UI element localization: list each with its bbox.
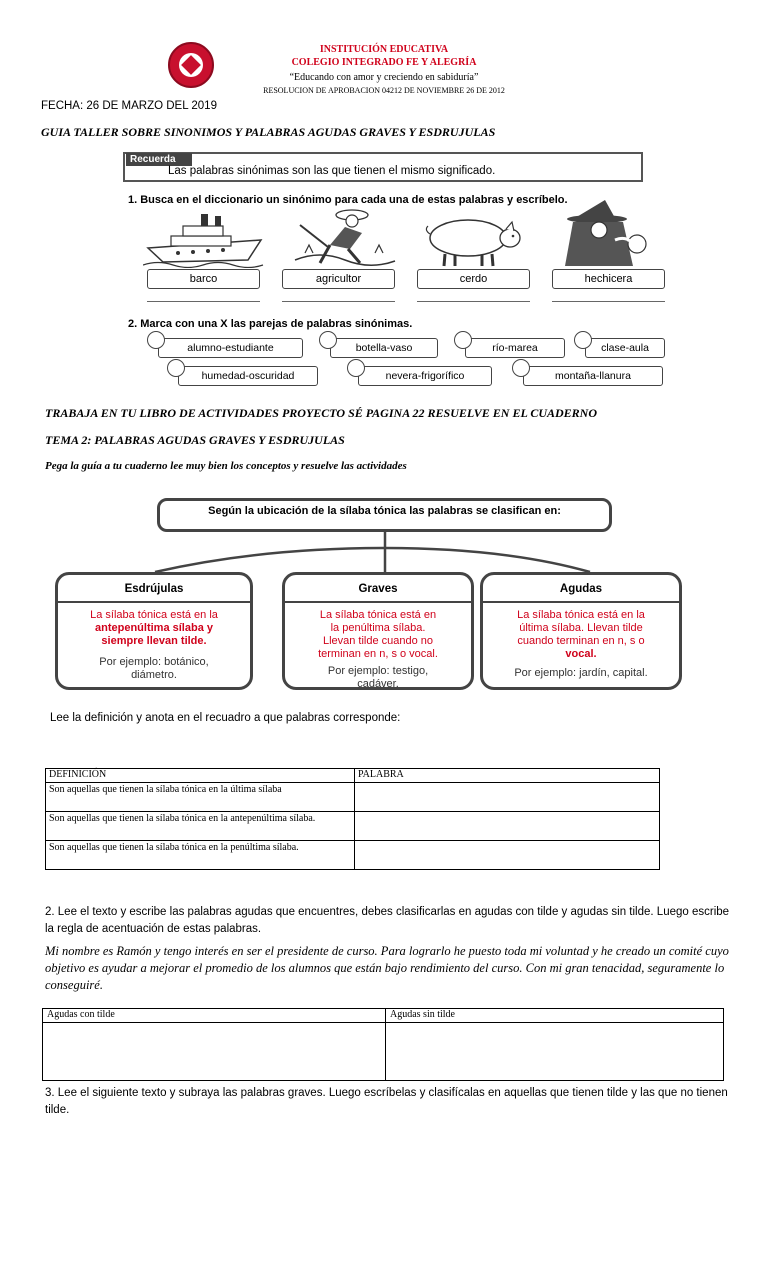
category-text-line: terminan en n, s o vocal. <box>318 648 438 660</box>
category-example-line: diámetro. <box>131 669 177 681</box>
recuerda-text: Las palabras sinónimas son las que tienen el mismo significado. <box>168 165 496 177</box>
activity1-instruction: Lee la definición y anota en el recuadro a que palabras corresponde: <box>50 712 401 724</box>
college-name: COLEGIO INTEGRADO FE Y ALEGRÍA <box>291 57 477 68</box>
word-answer-cell[interactable] <box>355 812 660 841</box>
table-row <box>46 812 660 841</box>
category-title: Graves <box>358 583 398 595</box>
word-box-hechicera: hechicera <box>552 269 665 289</box>
answer-cell[interactable] <box>43 1023 386 1081</box>
pair-box: clase-aula <box>585 338 665 358</box>
table-header: Agudas sin tilde <box>386 1009 724 1023</box>
table-row <box>46 841 660 870</box>
date-line: FECHA: 26 DE MARZO DEL 2019 <box>41 100 217 112</box>
table-header-row <box>46 769 660 783</box>
agudas-table <box>42 1008 724 1081</box>
recuerda-label: Recuerda <box>126 153 192 166</box>
table-row <box>46 783 660 812</box>
word-answer-cell[interactable] <box>355 783 660 812</box>
category-graves <box>282 572 474 690</box>
table-header: DEFINICIÓN <box>46 769 355 783</box>
activity2-instruction: 2. Lee el texto y escribe las palabras agudas que encuentres, debes clasificarlas en agudas con tilde y agudas sin tilde. Luego escribe la regla de acentuación de estas palabras. <box>45 906 730 935</box>
category-text-line: Llevan tilde cuando no <box>322 635 434 647</box>
category-example-line: cadáver. <box>357 678 399 690</box>
category-text-line: la penúltima sílaba. <box>330 622 426 634</box>
category-text-line: La sílaba tónica está en <box>319 609 437 621</box>
category-text-line: siempre llevan tilde. <box>101 635 207 647</box>
category-text-line: antepenúltima sílaba y <box>95 622 213 634</box>
answer-cell[interactable] <box>386 1023 724 1081</box>
category-example-line: Por ejemplo: testigo, <box>327 665 429 677</box>
category-title: Esdrújulas <box>124 583 184 595</box>
pair-box: alumno-estudiante <box>158 338 303 358</box>
definition-cell: Son aquellas que tienen la sílaba tónica en la última sílaba <box>46 783 355 812</box>
activity2-passage: Mi nombre es Ramón y tengo interés en ser el presidente de curso. Para lograrlo he puesto toda mi voluntad y he creado un comité cuyo objetivo es ayudar a mejorar el promedio de los alumnos que están bajo rendimiento del curso. Con mi gran tenacidad, seguramente lo conseguiré. <box>45 944 729 992</box>
table-row <box>43 1023 724 1081</box>
category-example-line: Por ejemplo: jardín, capital. <box>514 667 648 679</box>
category-example-line: Por ejemplo: botánico, <box>99 656 209 668</box>
table-header-row <box>43 1009 724 1023</box>
word-answer-cell[interactable] <box>355 841 660 870</box>
category-agudas <box>480 572 682 690</box>
category-text-line: vocal. <box>565 648 597 660</box>
pair-box: humedad-oscuridad <box>178 366 318 386</box>
category-text-line: cuando terminan en n, s o <box>517 635 645 647</box>
word-box-barco: barco <box>147 269 260 289</box>
word-box-cerdo: cerdo <box>417 269 530 289</box>
activity3-instruction: 3. Lee el siguiente texto y subraya las palabras graves. Luego escríbelas y clasifícalas en aquellas que tienen tilde y las que no tienen tilde. <box>45 1087 728 1116</box>
definition-cell: Son aquellas que tienen la sílaba tónica en la penúltima sílaba. <box>46 841 355 870</box>
pair-box: montaña-llanura <box>523 366 663 386</box>
category-text-line: La sílaba tónica está en la <box>90 609 218 621</box>
definition-table <box>45 768 660 870</box>
pair-box: botella-vaso <box>330 338 438 358</box>
instruction-book: TRABAJA EN TU LIBRO DE ACTIVIDADES PROYECTO SÉ PAGINA 22 RESUELVE EN EL CUADERNO <box>45 406 598 420</box>
pair-box: nevera-frigorífico <box>358 366 492 386</box>
definition-cell: Son aquellas que tienen la sílaba tónica en la antepenúltima sílaba. <box>46 812 355 841</box>
table-header: PALABRA <box>355 769 660 783</box>
question-1: 1. Busca en el diccionario un sinónimo para cada una de estas palabras y escríbelo. <box>128 194 568 206</box>
diagram-connectors <box>0 0 768 600</box>
word-box-agricultor: agricultor <box>282 269 395 289</box>
category-text-line: La sílaba tónica está en la <box>517 609 645 621</box>
guide-title: GUIA TALLER SOBRE SINONIMOS Y PALABRAS AGUDAS GRAVES Y ESDRUJULAS <box>41 125 496 139</box>
pair-box: río-marea <box>465 338 565 358</box>
institution-name: INSTITUCIÓN EDUCATIVA <box>319 44 449 55</box>
question-2: 2. Marca con una X las parejas de palabras sinónimas. <box>128 318 413 330</box>
category-text-line: última sílaba. Llevan tilde <box>519 622 643 634</box>
resolution: RESOLUCION DE APROBACION 04212 DE NOVIEMBRE 26 DE 2012 <box>263 86 505 95</box>
motto: “Educando con amor y creciendo en sabiduría” <box>289 72 479 83</box>
category-esdrujulas <box>55 572 253 690</box>
instruction-paste: Pega la guía a tu cuaderno lee muy bien los conceptos y resuelve las actividades <box>45 460 407 472</box>
topic-title: TEMA 2: PALABRAS AGUDAS GRAVES Y ESDRUJULAS <box>45 433 345 447</box>
diagram-title: Según la ubicación de la sílaba tónica las palabras se clasifican en: <box>208 505 561 517</box>
category-title: Agudas <box>559 583 603 595</box>
table-header: Agudas con tilde <box>43 1009 386 1023</box>
